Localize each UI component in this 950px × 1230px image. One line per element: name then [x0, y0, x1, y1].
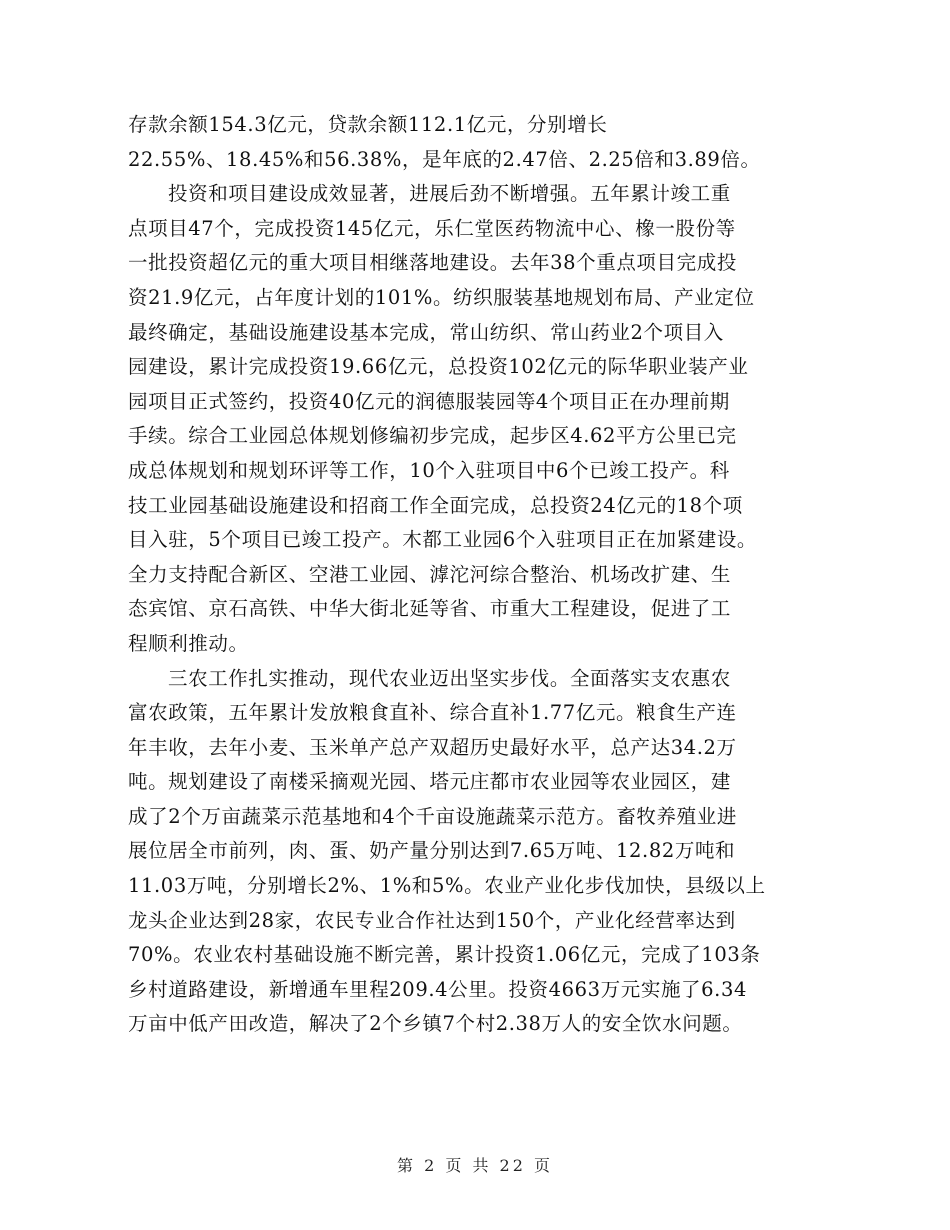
- paragraph-start-line: 投资和项目建设成效显著，进展后劲不断增强。五年累计竣工重: [168, 182, 731, 206]
- text-line: 存款余额154.3亿元，贷款余额112.1亿元，分别增长: [128, 113, 608, 136]
- text-line: 展位居全市前列，肉、蛋、奶产量分别达到7.65万吨、12.82万吨和: [128, 839, 736, 863]
- text-line: 全力支持配合新区、空港工业园、滹沱河综合整治、机场改扩建、生: [128, 562, 732, 586]
- text-line: 目入驻，5个项目已竣工投产。木都工业园6个入驻项目正在加紧建设。: [128, 528, 758, 552]
- paragraph-start-line: 三农工作扎实推动，现代农业迈出坚实步伐。全面落实支农惠农: [168, 666, 731, 690]
- text-line: 一批投资超亿元的重大项目相继落地建设。去年38个重点项目完成投: [128, 251, 737, 275]
- text-line: 乡村道路建设，新增通车里程209.4公里。投资4663万元实施了6.34: [128, 977, 747, 1001]
- text-line: 富农政策，五年累计发放粮食直补、综合直补1.77亿元。粮食生产连: [128, 701, 737, 725]
- text-line: 年丰收，去年小麦、玉米单产总产双超历史最好水平，总产达34.2万: [128, 735, 737, 759]
- text-line: 万亩中低产田改造，解决了2个乡镇7个村2.38万人的安全饮水问题。: [128, 1012, 743, 1036]
- text-line: 态宾馆、京石高铁、中华大街北延等省、市重大工程建设，促进了工: [128, 597, 732, 621]
- text-line: 程顺利推动。: [128, 631, 249, 655]
- text-line: 点项目47个，完成投资145亿元，乐仁堂医药物流中心、橡一股份等: [128, 216, 736, 240]
- body-text: [128, 108, 828, 1042]
- text-line: 70%。农业农村基础设施不断完善，累计投资1.06亿元，完成了103条: [128, 943, 761, 967]
- text-line: 成总体规划和规划环评等工作，10个入驻项目中6个已竣工投产。科: [128, 458, 730, 482]
- text-line: 11.03万吨，分别增长2%、1%和5%。农业产业化步伐加快，县级以上: [128, 874, 766, 898]
- text-line: 22.55%、18.45%和56.38%，是年底的2.47倍、2.25倍和3.89倍。: [128, 147, 761, 171]
- text-line: 园项目正式签约，投资40亿元的润德服装园等4个项目正在办理前期: [128, 389, 730, 413]
- text-line: 园建设，累计完成投资19.66亿元，总投资102亿元的际华职业装产业: [128, 355, 749, 379]
- page-number-footer: 第 2 页 共 22 页: [397, 1156, 553, 1175]
- text-line: 资21.9亿元，占年度计划的101%。纺织服装基地规划布局、产业定位: [128, 285, 755, 309]
- text-line: 技工业园基础设施建设和招商工作全面完成，总投资24亿元的18个项: [128, 493, 743, 517]
- text-line: 吨。规划建设了南楼采摘观光园、塔元庄都市农业园等农业园区，建: [128, 770, 732, 794]
- text-line: 成了2个万亩蔬菜示范基地和4个千亩设施蔬菜示范方。畜牧养殖业进: [128, 804, 737, 828]
- text-line: 最终确定，基础设施建设基本完成，常山纺织、常山药业2个项目入: [128, 320, 724, 344]
- text-line: 龙头企业达到28家，农民专业合作社达到150个，产业化经营率达到: [128, 908, 736, 932]
- text-line: 手续。综合工业园总体规划修编初步完成，起步区4.62平方公里已完: [128, 424, 737, 448]
